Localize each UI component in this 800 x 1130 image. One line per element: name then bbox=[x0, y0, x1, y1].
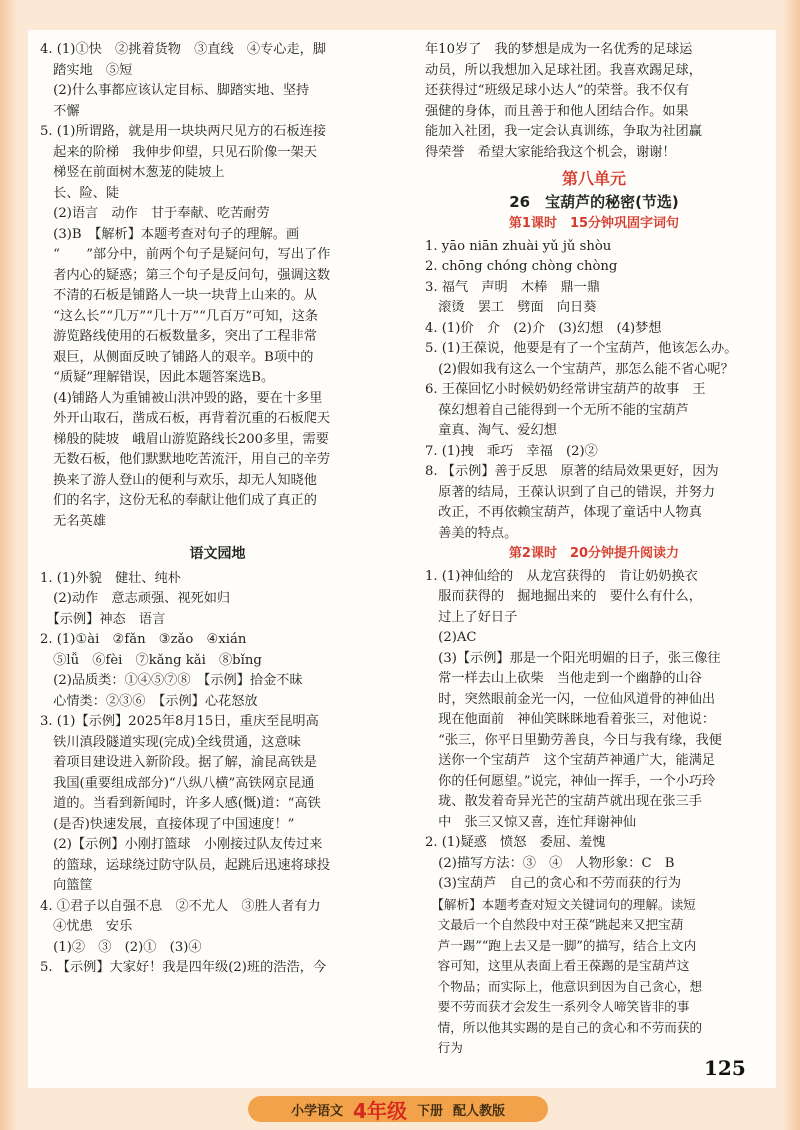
right-col-line: 容可知，这里从表面上看王葆踢的是宝葫芦这 bbox=[425, 958, 690, 973]
footer-term: 下册 bbox=[416, 1103, 443, 1119]
right-col-line: 第2课时 20分钟提升阅读力 bbox=[508, 546, 680, 561]
right-col-line: 服而获得的 掘地掘出来的 要什么有什么， bbox=[425, 589, 702, 604]
left-col-line: 无名英雄 bbox=[40, 513, 106, 529]
footer-edition: 配人教版 bbox=[452, 1103, 505, 1119]
left-col-line: 踏实地 ⑤短 bbox=[40, 62, 133, 78]
left-col-line: 语文园地 bbox=[189, 546, 246, 562]
right-col-line: (3)宝葫芦 自己的贪心和不劳而获的行为 bbox=[425, 876, 682, 891]
left-col-line: 游览路线使用的石板数量多，突出了工程非常 bbox=[40, 329, 317, 344]
right-col-line: 情，所以他其实踢的是自己的贪心和不劳而获的 bbox=[425, 1019, 703, 1035]
right-col-line: 4. (1)价 介 (2)介 (3)幻想 (4)梦想 bbox=[425, 320, 662, 336]
right-col-line: 7. (1)拽 乖巧 幸福 (2)② bbox=[425, 443, 598, 459]
left-col-line: 心情类：②③⑥ 【示例】心花怒放 bbox=[40, 693, 258, 709]
right-col-line: 得荣誉 希望大家能给我这个机会，谢谢！ bbox=[425, 144, 676, 160]
right-col-line: 珑、散发着奇异光芒的宝葫芦就出现在张三手 bbox=[425, 794, 702, 809]
right-col-line: 【解析】本题考查对短文关键词句的理解。读短 bbox=[425, 896, 696, 912]
right-col-line: 26 宝葫芦的秘密(节选) bbox=[509, 192, 679, 211]
right-col-line: 能加入社团，我一定会认真训练，争取为社团赢 bbox=[425, 124, 702, 139]
left-col-line: 们的名字，这份无私的奉献让他们成了真正的 bbox=[40, 493, 317, 508]
book-footer-banner bbox=[248, 1096, 548, 1122]
left-col-line: 长、险、陡 bbox=[40, 185, 120, 201]
right-col-line: “张三，你平日里勤劳善良，今日与我有缘，我便 bbox=[425, 732, 722, 748]
left-col-line: (2)什么事都应该认定目标、脚踏实地、坚持 bbox=[40, 83, 310, 98]
right-col-line: 中 张三又惊又喜，连忙拜谢神仙 bbox=[425, 814, 636, 830]
left-col-line: 我国(重要组成部分)“八纵八横”高铁网京昆通 bbox=[40, 775, 315, 791]
left-col-line: ⑤lǚ ⑥fèi ⑦kǎng kǎi ⑧bǐng bbox=[40, 652, 262, 668]
left-col-line: 外开山取石，凿成石板，再背着沉重的石板爬天 bbox=[40, 411, 331, 426]
right-col-line: 行为 bbox=[425, 1040, 463, 1055]
left-col-line: 2. (1)①ài ②fǎn ③zǎo ④xián bbox=[40, 632, 247, 647]
right-col-line: 2. (1)疑惑 愤怒 委屈、羞愧 bbox=[425, 835, 606, 850]
right-col-line: 1. yāo niān zhuài yǔ jǔ shòu bbox=[425, 238, 612, 254]
right-col-line: 个物品；而实际上，他意识到因为自己贪心，想 bbox=[425, 978, 703, 994]
right-col-line: 葆幻想着自己能得到一个无所不能的宝葫芦 bbox=[425, 402, 689, 418]
right-col-line: 第1课时 15分钟巩固字词句 bbox=[508, 216, 680, 231]
right-col-line: 文最后一个自然段中对王葆“跳起来又把宝葫 bbox=[425, 917, 684, 932]
left-col-line: 1. (1)外貌 健壮、纯朴 bbox=[40, 570, 181, 586]
right-col-line: 还获得过“班级足球小达人”的荣誉。我不仅有 bbox=[425, 83, 690, 98]
left-col-line: “质疑”理解错误，因此本题答案选B。 bbox=[40, 370, 275, 385]
left-col-line: 4. (1)①快 ②挑着货物 ③直线 ④专心走，脚 bbox=[40, 42, 327, 57]
left-col-line: 4. ①君子以自强不息 ②不尤人 ③胜人者有力 bbox=[40, 898, 321, 914]
left-col-line: 着项目建设进入新阶段。据了解，渝昆高铁是 bbox=[40, 755, 317, 770]
right-col-line: 常一样去山上砍柴 当他走到一个幽静的山谷 bbox=[425, 671, 702, 686]
right-col-line: 3. 福气 声明 木棒 鼎一鼎 bbox=[425, 279, 601, 295]
left-col-line: 无数石板，他们默默地吃苦流汗，用自己的辛劳 bbox=[40, 452, 331, 467]
right-col-line: 8. 【示例】善于反思 原著的结局效果更好，因为 bbox=[425, 464, 719, 479]
left-col-line: (4)铺路人为重铺被山洪冲毁的路，要在十多里 bbox=[40, 390, 323, 406]
left-col-line: 5. 【示例】大家好！我是四年级(2)班的浩浩，今 bbox=[40, 960, 327, 975]
right-col-line: 时，突然眼前金光一闪，一位仙风道骨的神仙出 bbox=[425, 691, 716, 707]
right-col-line: 童真、淘气、爱幻想 bbox=[425, 423, 557, 438]
left-col-line: ④忧患 安乐 bbox=[40, 919, 133, 934]
right-col-line: (2)假如我有这么一个宝葫芦，那怎么能不省心呢？ bbox=[425, 361, 734, 377]
right-col-line: 5. (1)王葆说，他要是有了一个宝葫芦，他该怎么办。 bbox=[425, 341, 738, 356]
left-col-line: 3. (1)【示例】2025年8月15日，重庆至昆明高 bbox=[40, 714, 319, 729]
right-col-line: 动员，所以我想加入足球社团。我喜欢踢足球， bbox=[425, 62, 702, 78]
left-col-line: 【示例】神态 语言 bbox=[40, 611, 166, 627]
right-col-line: 要不劳而获才会发生一系列令人啼笑皆非的事 bbox=[425, 999, 690, 1014]
left-col-line: “这么长”“几万”“几十万”“几百万”可知，这条 bbox=[40, 308, 319, 324]
left-col-line: 梯竖在前面树木葱茏的陡坡上 bbox=[40, 165, 225, 180]
left-col-line: 向篮筐 bbox=[40, 878, 93, 893]
right-col-line: (2)描写方法：③ ④ 人物形象：C B bbox=[425, 855, 675, 871]
left-col-line: 5. (1)所谓路，就是用一块块两尺见方的石板连接 bbox=[40, 124, 327, 139]
left-col-line: 艰巨，从侧面反映了铺路人的艰辛。B项中的 bbox=[40, 349, 314, 365]
right-col-line: 1. (1)神仙给的 从龙宫获得的 肯让奶奶换衣 bbox=[425, 568, 698, 584]
left-col-line: (2)动作 意志顽强、视死如归 bbox=[40, 591, 231, 606]
left-col-line: 不清的石板是铺路人一块一块背上山来的。从 bbox=[40, 288, 317, 303]
left-col-line: (2)语言 动作 甘于奉献、吃苦耐劳 bbox=[40, 206, 270, 221]
left-col-line: 者内心的疑惑；第三个句子是反问句，强调这数 bbox=[40, 267, 331, 283]
right-col-line: 第八单元 bbox=[561, 169, 626, 188]
right-col-line: 你的任何愿望。”说完，神仙一挥手，一个小巧玲 bbox=[425, 773, 716, 789]
left-col-line: 起来的阶梯 我伸步仰望，只见石阶像一架天 bbox=[40, 144, 317, 160]
right-col-line: 6. 王葆回忆小时候奶奶经常讲宝葫芦的故事 王 bbox=[425, 382, 706, 397]
left-col-line: “ ”部分中，前两个句子是疑问句，写出了作 bbox=[40, 247, 331, 262]
footer-subject: 小学语文 bbox=[291, 1103, 344, 1119]
left-col-line: 的篮球，运球绕过防守队员，起跳后迅速将球投 bbox=[40, 857, 331, 873]
left-col-line: (1)② ③ (2)① (3)④ bbox=[40, 939, 202, 955]
page-number: 125 bbox=[704, 1056, 746, 1080]
right-col-line: 送你一个宝葫芦 这个宝葫芦神通广大，能满足 bbox=[425, 753, 716, 768]
left-col-line: (2)品质类：①④⑤⑦⑧ 【示例】拾金不昧 bbox=[40, 673, 303, 688]
right-col-line: 现在他面前 神仙笑眯眯地看着张三，对他说： bbox=[425, 712, 716, 727]
right-col-line: 过上了好日子 bbox=[425, 609, 518, 625]
right-col-line: 芦一踢”“跑上去又是一脚”的描写，结合上文内 bbox=[425, 937, 697, 953]
left-col-line: 铁川滇段隧道实现(完成)全线贯通，这意味 bbox=[40, 734, 301, 750]
right-col-line: 2. chōng chóng chòng chòng bbox=[425, 259, 618, 274]
left-col-line: 不懈 bbox=[40, 103, 80, 119]
footer-grade: 4年级 bbox=[353, 1098, 407, 1123]
left-col-line: 梯般的陡坡 峨眉山游览路线长200多里，需要 bbox=[40, 431, 329, 447]
right-answer-column bbox=[425, 40, 763, 1059]
left-col-line: (是否)快速发展，直接体现了中国速度！” bbox=[40, 816, 295, 832]
left-answer-column bbox=[40, 40, 395, 979]
right-col-line: 善美的特点。 bbox=[425, 525, 518, 541]
right-col-line: 改正，不再依赖宝葫芦，体现了童话中人物真 bbox=[425, 505, 702, 520]
left-col-line: (2)【示例】小刚打篮球 小刚接过队友传过来 bbox=[40, 837, 323, 852]
right-col-line: (3)【示例】那是一个阳光明媚的日子，张三像往 bbox=[425, 650, 721, 666]
left-col-line: (3)B 【解析】本题考查对句子的理解。画 bbox=[40, 226, 300, 242]
left-col-line: 换来了游人登山的便利与欢乐，却无人知晓他 bbox=[40, 472, 317, 488]
right-col-line: 原著的结局，王葆认识到了自己的错误，并努力 bbox=[425, 484, 716, 500]
right-col-line: 滚烫 罢工 劈面 向日葵 bbox=[425, 300, 597, 315]
right-col-line: 年10岁了 我的梦想是成为一名优秀的足球运 bbox=[425, 42, 693, 57]
right-col-line: (2)AC bbox=[425, 630, 477, 645]
left-col-line: 道的。当看到新闻时，许多人感(慨)道：“高铁 bbox=[40, 796, 321, 811]
right-col-line: 强健的身体，而且善于和他人团结合作。如果 bbox=[425, 103, 689, 119]
